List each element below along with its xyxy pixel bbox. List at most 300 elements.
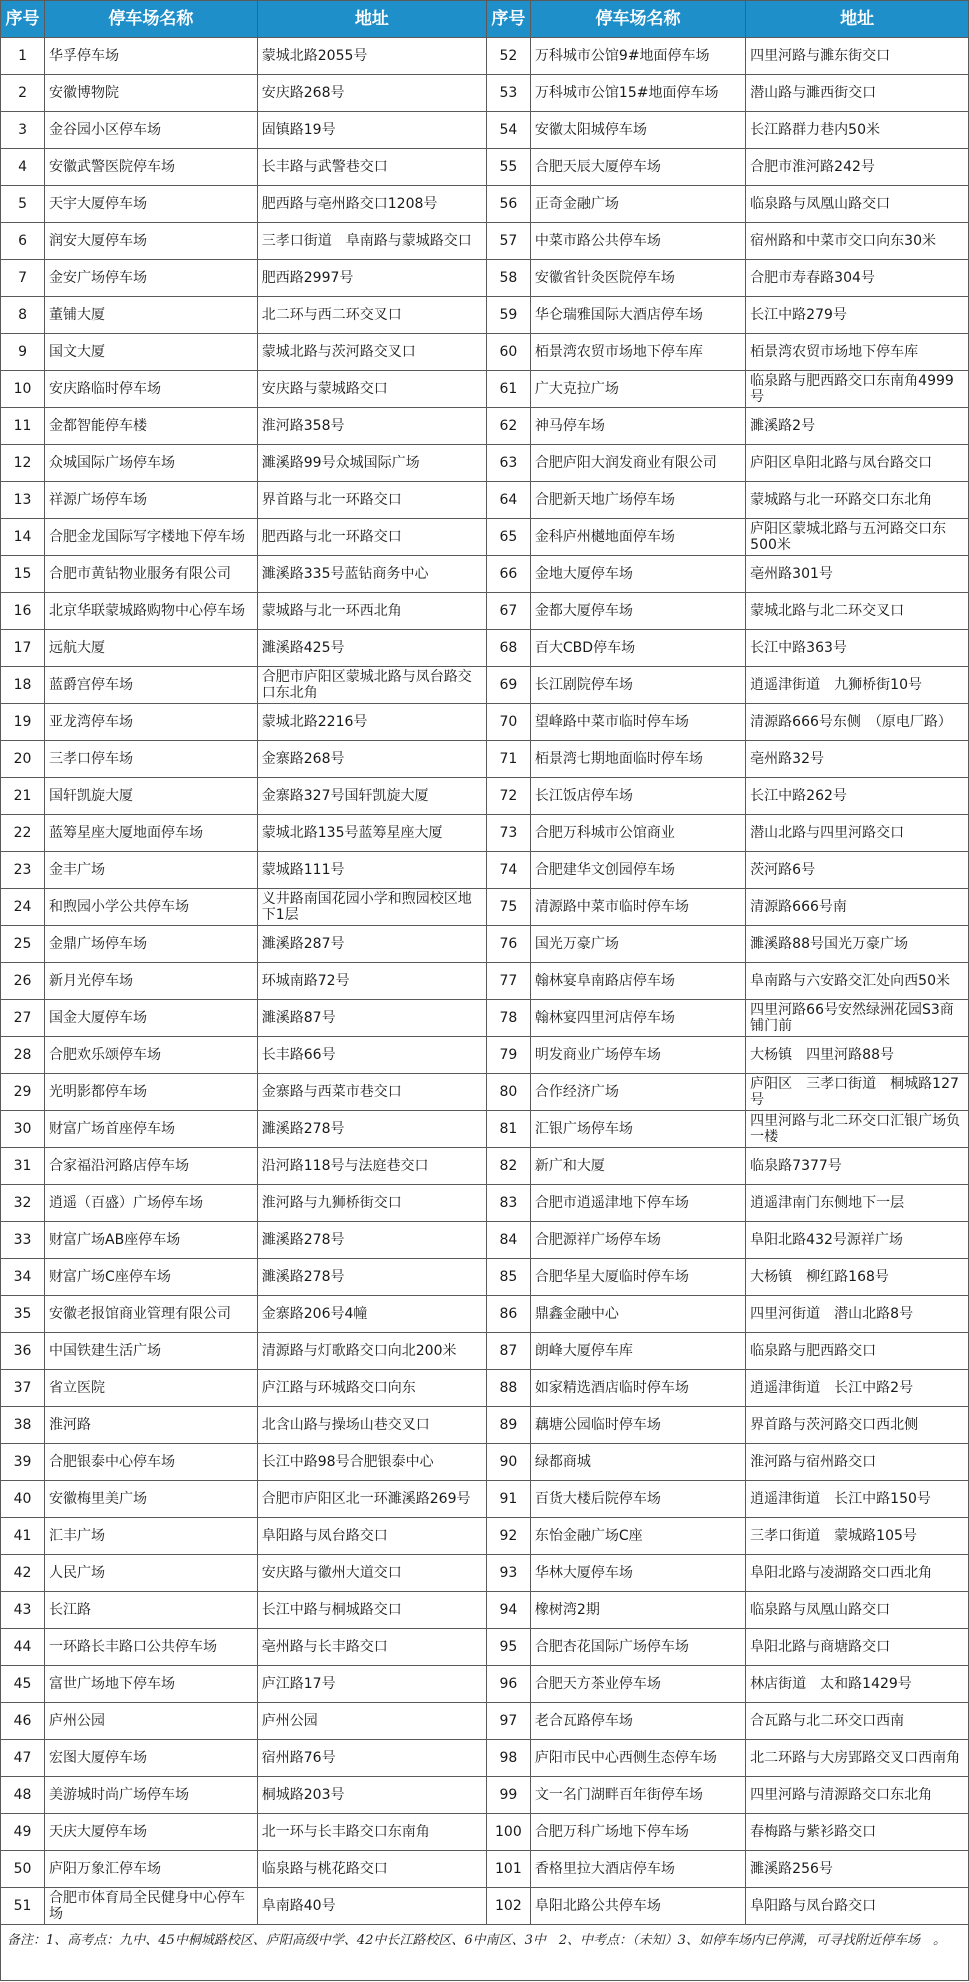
index-cell: 28: [1, 1037, 45, 1074]
name-cell: 金都大厦停车场: [530, 593, 745, 630]
index-cell: 2: [1, 75, 45, 112]
address-cell: 长丰路与武警巷交口: [257, 149, 486, 186]
name-cell: 合肥源祥广场停车场: [530, 1222, 745, 1259]
table-row: [1, 815, 969, 852]
name-cell: 逍遥（百盛）广场停车场: [45, 1185, 258, 1222]
name-cell: 三孝口停车场: [45, 741, 258, 778]
name-cell: 中菜市路公共停车场: [530, 223, 745, 260]
index-cell: 7: [1, 260, 45, 297]
name-cell: 华林大厦停车场: [530, 1555, 745, 1592]
address-cell: 北二环与西二环交叉口: [257, 297, 486, 334]
name-cell: 润安大厦停车场: [45, 223, 258, 260]
address-cell: 阜南路与六安路交汇处向西50米: [746, 963, 969, 1000]
name-cell: 金地大厦停车场: [530, 556, 745, 593]
name-cell: 绿都商城: [530, 1444, 745, 1481]
address-cell: 濉溪路335号蓝钻商务中心: [257, 556, 486, 593]
address-cell: 庐江路与环城路交口向东: [257, 1370, 486, 1407]
name-cell: 远航大厦: [45, 630, 258, 667]
address-cell: 四里河路与清源路交口东北角: [746, 1777, 969, 1814]
index-cell: 91: [486, 1481, 530, 1518]
name-cell: 广大克拉广场: [530, 371, 745, 408]
name-cell: 金科庐州樾地面停车场: [530, 519, 745, 556]
address-cell: 潜山路与濉西街交口: [746, 75, 969, 112]
address-cell: 界首路与茨河路交口西北侧: [746, 1407, 969, 1444]
index-cell: 70: [486, 704, 530, 741]
address-cell: 潜山北路与四里河路交口: [746, 815, 969, 852]
address-cell: 肥西路与北一环路交口: [257, 519, 486, 556]
index-cell: 1: [1, 38, 45, 75]
address-cell: 沿河路118号与法庭巷交口: [257, 1148, 486, 1185]
name-cell: 合肥市逍遥津地下停车场: [530, 1185, 745, 1222]
name-cell: 天宇大厦停车场: [45, 186, 258, 223]
name-cell: 合作经济广场: [530, 1074, 745, 1111]
table-row: [1, 1555, 969, 1592]
address-cell: 濉溪路87号: [257, 1000, 486, 1037]
address-cell: 长江中路98号合肥银泰中心: [257, 1444, 486, 1481]
address-cell: 金寨路327号国轩凯旋大厦: [257, 778, 486, 815]
address-cell: 临泉路与凤凰山路交口: [746, 186, 969, 223]
table-row: [1, 1148, 969, 1185]
index-cell: 26: [1, 963, 45, 1000]
name-cell: 国轩凯旋大厦: [45, 778, 258, 815]
address-cell: 合瓦路与北二环交口西南: [746, 1703, 969, 1740]
name-cell: 金谷园小区停车场: [45, 112, 258, 149]
name-cell: 合肥杏花国际广场停车场: [530, 1629, 745, 1666]
name-cell: 新月光停车场: [45, 963, 258, 1000]
address-cell: 濉溪路278号: [257, 1222, 486, 1259]
index-cell: 24: [1, 889, 45, 926]
name-cell: 淮河路: [45, 1407, 258, 1444]
index-cell: 48: [1, 1777, 45, 1814]
name-cell: 中国铁建生活广场: [45, 1333, 258, 1370]
address-cell: 临泉路与桃花路交口: [257, 1851, 486, 1888]
table-row: [1, 1851, 969, 1888]
index-cell: 44: [1, 1629, 45, 1666]
name-cell: 百大CBD停车场: [530, 630, 745, 667]
index-cell: 35: [1, 1296, 45, 1333]
index-cell: 80: [486, 1074, 530, 1111]
index-cell: 57: [486, 223, 530, 260]
name-cell: 安庆路临时停车场: [45, 371, 258, 408]
address-cell: 阜阳路与凤台路交口: [257, 1518, 486, 1555]
address-cell: 临泉路与肥西路交口: [746, 1333, 969, 1370]
index-cell: 77: [486, 963, 530, 1000]
address-cell: 蒙城北路2216号: [257, 704, 486, 741]
name-cell: 华孚停车场: [45, 38, 258, 75]
address-cell: 义井路南国花园小学和煦园校区地下1层: [257, 889, 486, 926]
address-cell: 临泉路与肥西路交口东南角4999号: [746, 371, 969, 408]
index-cell: 101: [486, 1851, 530, 1888]
index-cell: 40: [1, 1481, 45, 1518]
table-row: [1, 1740, 969, 1777]
table-row: [1, 1296, 969, 1333]
address-cell: 濉溪路287号: [257, 926, 486, 963]
table-row: [1, 1000, 969, 1037]
index-cell: 34: [1, 1259, 45, 1296]
index-cell: 12: [1, 445, 45, 482]
footnote: 备注：1、高考点：九中、45中桐城路校区、庐阳高级中学、42中长江路校区、6中南区、3中 2、中考点：（未知）3、如停车场内已停满，可寻找附近停车场 。: [0, 1925, 969, 1981]
name-cell: 安徽武警医院停车场: [45, 149, 258, 186]
name-cell: 金丰广场: [45, 852, 258, 889]
table-row: [1, 963, 969, 1000]
address-cell: 安庆路268号: [257, 75, 486, 112]
table-row: [1, 1407, 969, 1444]
address-cell: 蒙城路与北一环西北角: [257, 593, 486, 630]
name-cell: 合肥万科广场地下停车场: [530, 1814, 745, 1851]
table-row: [1, 556, 969, 593]
address-cell: 长江中路279号: [746, 297, 969, 334]
name-cell: 国光万豪广场: [530, 926, 745, 963]
address-cell: 临泉路7377号: [746, 1148, 969, 1185]
address-cell: 界首路与北一环路交口: [257, 482, 486, 519]
address-cell: 蒙城北路与茨河路交叉口: [257, 334, 486, 371]
address-cell: 蒙城路与北一环路交口东北角: [746, 482, 969, 519]
name-cell: 庐阳市民中心西侧生态停车场: [530, 1740, 745, 1777]
table-row: [1, 260, 969, 297]
name-cell: 安徽博物院: [45, 75, 258, 112]
index-cell: 52: [486, 38, 530, 75]
address-cell: 环城南路72号: [257, 963, 486, 1000]
name-cell: 金安广场停车场: [45, 260, 258, 297]
name-cell: 金都智能停车楼: [45, 408, 258, 445]
name-cell: 合肥华星大厦临时停车场: [530, 1259, 745, 1296]
name-cell: 庐阳万象汇停车场: [45, 1851, 258, 1888]
index-cell: 36: [1, 1333, 45, 1370]
index-cell: 37: [1, 1370, 45, 1407]
index-cell: 39: [1, 1444, 45, 1481]
table-row: [1, 112, 969, 149]
index-cell: 60: [486, 334, 530, 371]
index-cell: 32: [1, 1185, 45, 1222]
index-cell: 78: [486, 1000, 530, 1037]
address-cell: 逍遥津街道 九狮桥街10号: [746, 667, 969, 704]
name-cell: 蓝爵宫停车场: [45, 667, 258, 704]
index-cell: 93: [486, 1555, 530, 1592]
name-cell: 财富广场首座停车场: [45, 1111, 258, 1148]
address-cell: 合肥市庐阳区北一环濉溪路269号: [257, 1481, 486, 1518]
name-cell: 文一名门湖畔百年街停车场: [530, 1777, 745, 1814]
name-cell: 亚龙湾停车场: [45, 704, 258, 741]
address-cell: 阜阳北路与凌湖路交口西北角: [746, 1555, 969, 1592]
index-cell: 54: [486, 112, 530, 149]
table-row: [1, 1259, 969, 1296]
index-cell: 6: [1, 223, 45, 260]
index-cell: 65: [486, 519, 530, 556]
name-cell: 望峰路中菜市临时停车场: [530, 704, 745, 741]
address-cell: 濉溪路278号: [257, 1111, 486, 1148]
index-cell: 53: [486, 75, 530, 112]
table-row: [1, 630, 969, 667]
name-cell: 朗峰大厦停车库: [530, 1333, 745, 1370]
index-cell: 90: [486, 1444, 530, 1481]
header-name: 停车场名称: [530, 1, 745, 38]
name-cell: 明发商业广场停车场: [530, 1037, 745, 1074]
name-cell: 清源路中菜市临时停车场: [530, 889, 745, 926]
index-cell: 102: [486, 1888, 530, 1925]
name-cell: 和煦园小学公共停车场: [45, 889, 258, 926]
table-row: [1, 1037, 969, 1074]
name-cell: 翰林宴阜南路店停车场: [530, 963, 745, 1000]
address-cell: 濉溪路256号: [746, 1851, 969, 1888]
index-cell: 22: [1, 815, 45, 852]
table-row: [1, 1185, 969, 1222]
index-cell: 41: [1, 1518, 45, 1555]
index-cell: 61: [486, 371, 530, 408]
table-row: [1, 38, 969, 75]
index-cell: 73: [486, 815, 530, 852]
name-cell: 鼎鑫金融中心: [530, 1296, 745, 1333]
address-cell: 北含山路与操场山巷交叉口: [257, 1407, 486, 1444]
address-cell: 固镇路19号: [257, 112, 486, 149]
table-row: [1, 1444, 969, 1481]
name-cell: 合肥市黄钻物业服务有限公司: [45, 556, 258, 593]
table-row: [1, 1518, 969, 1555]
table-row: [1, 1777, 969, 1814]
address-cell: 桐城路203号: [257, 1777, 486, 1814]
index-cell: 13: [1, 482, 45, 519]
address-cell: 亳州路301号: [746, 556, 969, 593]
index-cell: 69: [486, 667, 530, 704]
address-cell: 逍遥津南门东侧地下一层: [746, 1185, 969, 1222]
address-cell: 濉溪路278号: [257, 1259, 486, 1296]
name-cell: 东怡金融广场C座: [530, 1518, 745, 1555]
index-cell: 59: [486, 297, 530, 334]
name-cell: 长江剧院停车场: [530, 667, 745, 704]
index-cell: 98: [486, 1740, 530, 1777]
table-row: [1, 1888, 969, 1925]
name-cell: 阜阳北路公共停车场: [530, 1888, 745, 1925]
index-cell: 51: [1, 1888, 45, 1925]
name-cell: 合肥建华文创园停车场: [530, 852, 745, 889]
name-cell: 富世广场地下停车场: [45, 1666, 258, 1703]
name-cell: 如家精选酒店临时停车场: [530, 1370, 745, 1407]
address-cell: 亳州路32号: [746, 741, 969, 778]
address-cell: 茨河路6号: [746, 852, 969, 889]
table-row: [1, 852, 969, 889]
table-body: [1, 38, 969, 1925]
index-cell: 43: [1, 1592, 45, 1629]
table-row: [1, 519, 969, 556]
index-cell: 15: [1, 556, 45, 593]
index-cell: 47: [1, 1740, 45, 1777]
address-cell: 金寨路206号4幢: [257, 1296, 486, 1333]
index-cell: 3: [1, 112, 45, 149]
address-cell: 逍遥津街道 长江中路150号: [746, 1481, 969, 1518]
address-cell: 四里河街道 潜山北路8号: [746, 1296, 969, 1333]
name-cell: 汇丰广场: [45, 1518, 258, 1555]
table-row: [1, 186, 969, 223]
address-cell: 亳州路与长丰路交口: [257, 1629, 486, 1666]
index-cell: 5: [1, 186, 45, 223]
index-cell: 45: [1, 1666, 45, 1703]
name-cell: 翰林宴四里河店停车场: [530, 1000, 745, 1037]
index-cell: 95: [486, 1629, 530, 1666]
index-cell: 86: [486, 1296, 530, 1333]
index-cell: 66: [486, 556, 530, 593]
table-row: [1, 334, 969, 371]
name-cell: 众城国际广场停车场: [45, 445, 258, 482]
name-cell: 华仑瑞雅国际大酒店停车场: [530, 297, 745, 334]
name-cell: 庐州公园: [45, 1703, 258, 1740]
address-cell: 阜南路40号: [257, 1888, 486, 1925]
address-cell: 临泉路与凤凰山路交口: [746, 1592, 969, 1629]
table-row: [1, 926, 969, 963]
table-row: [1, 1222, 969, 1259]
address-cell: 清源路与灯歌路交口向北200米: [257, 1333, 486, 1370]
name-cell: 栢景湾七期地面临时停车场: [530, 741, 745, 778]
table-row: [1, 1111, 969, 1148]
address-cell: 安庆路与徽州大道交口: [257, 1555, 486, 1592]
address-cell: 四里河路与濉东街交口: [746, 38, 969, 75]
address-cell: 北二环路与大房郢路交叉口西南角: [746, 1740, 969, 1777]
index-cell: 42: [1, 1555, 45, 1592]
address-cell: 蒙城北路与北二环交叉口: [746, 593, 969, 630]
index-cell: 18: [1, 667, 45, 704]
name-cell: 合肥欢乐颂停车场: [45, 1037, 258, 1074]
name-cell: 宏图大厦停车场: [45, 1740, 258, 1777]
index-cell: 8: [1, 297, 45, 334]
address-cell: 合肥市寿春路304号: [746, 260, 969, 297]
address-cell: 金寨路268号: [257, 741, 486, 778]
name-cell: 光明影都停车场: [45, 1074, 258, 1111]
address-cell: 阜阳路与凤台路交口: [746, 1888, 969, 1925]
index-cell: 82: [486, 1148, 530, 1185]
index-cell: 21: [1, 778, 45, 815]
index-cell: 76: [486, 926, 530, 963]
table-row: [1, 1703, 969, 1740]
name-cell: 栢景湾农贸市场地下停车库: [530, 334, 745, 371]
index-cell: 75: [486, 889, 530, 926]
name-cell: 国文大厦: [45, 334, 258, 371]
address-cell: 栢景湾农贸市场地下停车库: [746, 334, 969, 371]
name-cell: 神马停车场: [530, 408, 745, 445]
address-cell: 金寨路与西菜市巷交口: [257, 1074, 486, 1111]
name-cell: 老合瓦路停车场: [530, 1703, 745, 1740]
address-cell: 濉溪路88号国光万豪广场: [746, 926, 969, 963]
table-row: [1, 1629, 969, 1666]
address-cell: 三孝口街道 阜南路与蒙城路交口: [257, 223, 486, 260]
address-cell: 庐江路17号: [257, 1666, 486, 1703]
index-cell: 31: [1, 1148, 45, 1185]
address-cell: 蒙城北路135号蓝筹星座大厦: [257, 815, 486, 852]
table-row: [1, 1666, 969, 1703]
name-cell: 省立医院: [45, 1370, 258, 1407]
index-cell: 10: [1, 371, 45, 408]
table-row: [1, 223, 969, 260]
table-row: [1, 1481, 969, 1518]
index-cell: 81: [486, 1111, 530, 1148]
name-cell: 美游城时尚广场停车场: [45, 1777, 258, 1814]
address-cell: 三孝口街道 蒙城路105号: [746, 1518, 969, 1555]
name-cell: 合肥万科城市公馆商业: [530, 815, 745, 852]
index-cell: 11: [1, 408, 45, 445]
name-cell: 长江饭店停车场: [530, 778, 745, 815]
address-cell: 逍遥津街道 长江中路2号: [746, 1370, 969, 1407]
index-cell: 20: [1, 741, 45, 778]
name-cell: 合家福沿河路店停车场: [45, 1148, 258, 1185]
index-cell: 88: [486, 1370, 530, 1407]
name-cell: 合肥天方茶业停车场: [530, 1666, 745, 1703]
address-cell: 阜阳北路432号源祥广场: [746, 1222, 969, 1259]
name-cell: 安徽省针灸医院停车场: [530, 260, 745, 297]
table-header: [1, 1, 969, 38]
index-cell: 27: [1, 1000, 45, 1037]
table-row: [1, 371, 969, 408]
name-cell: 万科城市公馆9#地面停车场: [530, 38, 745, 75]
name-cell: 香格里拉大酒店停车场: [530, 1851, 745, 1888]
header-index: 序号: [486, 1, 530, 38]
index-cell: 83: [486, 1185, 530, 1222]
table-row: [1, 445, 969, 482]
address-cell: 濉溪路99号众城国际广场: [257, 445, 486, 482]
index-cell: 67: [486, 593, 530, 630]
table-row: [1, 1814, 969, 1851]
name-cell: 安徽梅里美广场: [45, 1481, 258, 1518]
index-cell: 94: [486, 1592, 530, 1629]
address-cell: 安庆路与蒙城路交口: [257, 371, 486, 408]
address-cell: 宿州路76号: [257, 1740, 486, 1777]
index-cell: 63: [486, 445, 530, 482]
table-row: [1, 778, 969, 815]
index-cell: 92: [486, 1518, 530, 1555]
index-cell: 19: [1, 704, 45, 741]
address-cell: 大杨镇 柳红路168号: [746, 1259, 969, 1296]
table-row: [1, 482, 969, 519]
index-cell: 17: [1, 630, 45, 667]
address-cell: 庐阳区 三孝口街道 桐城路127号: [746, 1074, 969, 1111]
table-row: [1, 593, 969, 630]
index-cell: 84: [486, 1222, 530, 1259]
table-row: [1, 149, 969, 186]
index-cell: 33: [1, 1222, 45, 1259]
address-cell: 合肥市庐阳区蒙城北路与凤台路交口东北角: [257, 667, 486, 704]
index-cell: 55: [486, 149, 530, 186]
index-cell: 4: [1, 149, 45, 186]
table-row: [1, 1074, 969, 1111]
name-cell: 藕塘公园临时停车场: [530, 1407, 745, 1444]
address-cell: 阜阳北路与商塘路交口: [746, 1629, 969, 1666]
address-cell: 清源路666号东侧 （原电厂路）: [746, 704, 969, 741]
index-cell: 29: [1, 1074, 45, 1111]
table-row: [1, 741, 969, 778]
table-row: [1, 1370, 969, 1407]
name-cell: 橡树湾2期: [530, 1592, 745, 1629]
index-cell: 72: [486, 778, 530, 815]
name-cell: 合肥银泰中心停车场: [45, 1444, 258, 1481]
name-cell: 合肥新天地广场停车场: [530, 482, 745, 519]
address-cell: 宿州路和中菜市交口向东30米: [746, 223, 969, 260]
index-cell: 79: [486, 1037, 530, 1074]
address-cell: 蒙城北路2055号: [257, 38, 486, 75]
index-cell: 9: [1, 334, 45, 371]
address-cell: 春梅路与紫衫路交口: [746, 1814, 969, 1851]
address-cell: 肥西路2997号: [257, 260, 486, 297]
name-cell: 长江路: [45, 1592, 258, 1629]
address-cell: 长江中路262号: [746, 778, 969, 815]
index-cell: 49: [1, 1814, 45, 1851]
address-cell: 濉溪路425号: [257, 630, 486, 667]
address-cell: 长江路群力巷内50米: [746, 112, 969, 149]
name-cell: 国金大厦停车场: [45, 1000, 258, 1037]
index-cell: 97: [486, 1703, 530, 1740]
index-cell: 50: [1, 1851, 45, 1888]
address-cell: 清源路666号南: [746, 889, 969, 926]
address-cell: 淮河路358号: [257, 408, 486, 445]
address-cell: 庐州公园: [257, 1703, 486, 1740]
address-cell: 四里河路66号安然绿洲花园S3商铺门前: [746, 1000, 969, 1037]
index-cell: 99: [486, 1777, 530, 1814]
address-cell: 肥西路与亳州路交口1208号: [257, 186, 486, 223]
